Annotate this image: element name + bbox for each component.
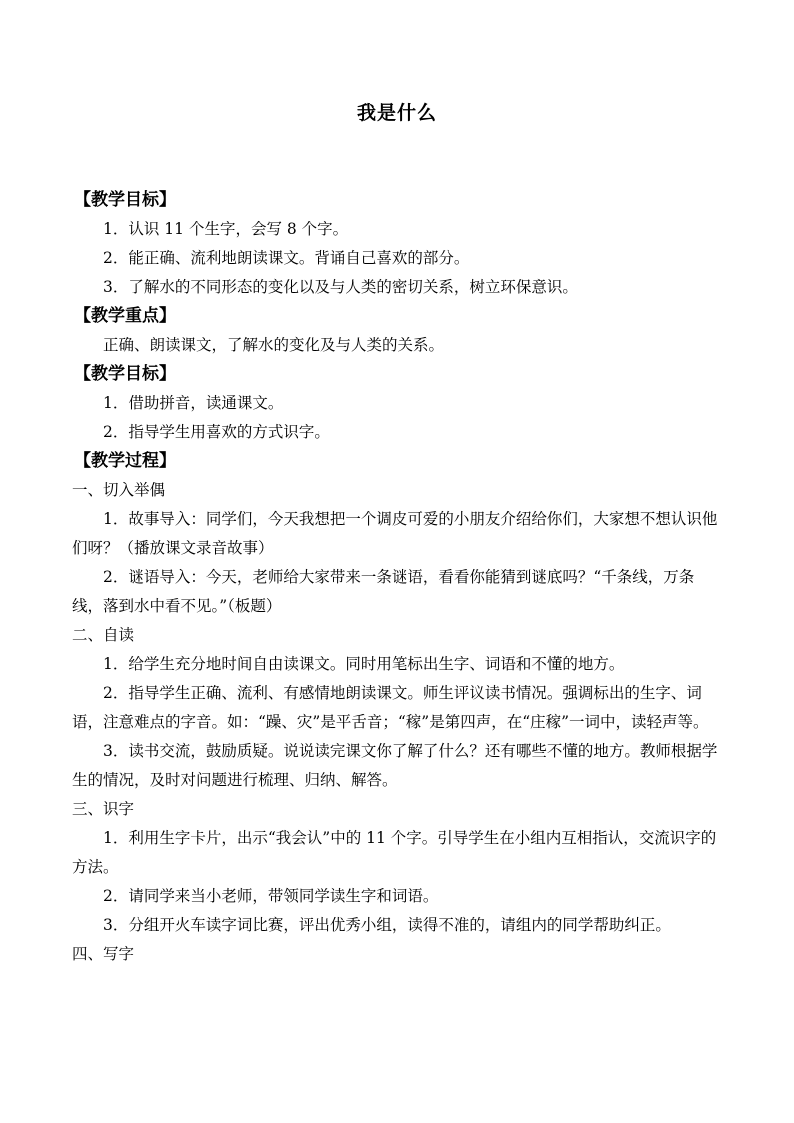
paragraph: 1．认识 11 个生字，会写 8 个字。 bbox=[103, 220, 349, 238]
paragraph: 2．能正确、流利地朗读课文。背诵自己喜欢的部分。 bbox=[103, 249, 470, 267]
heading-teaching-goals-2: 【教学目标】 bbox=[74, 364, 176, 384]
paragraph: 1．借助拼音，读通课文。 bbox=[103, 394, 284, 412]
document-body bbox=[72, 186, 724, 969]
paragraph: 正确、朗读课文，了解水的变化及与人类的关系。 bbox=[103, 336, 445, 354]
paragraph: 3．读书交流，鼓励质疑。说说读完课文你了解了什么？还有哪些不懂的地方。教师根据学生的情况，及时对问题进行梳理、归纳、解答。 bbox=[72, 742, 718, 789]
section-heading: 三、识字 bbox=[72, 800, 135, 818]
paragraph: 2．谜语导入：今天，老师给大家带来一条谜语，看看你能猜到谜底吗？“千条线，万条线，落到水中看不见。”（板题） bbox=[72, 568, 695, 615]
heading-teaching-focus: 【教学重点】 bbox=[74, 306, 176, 326]
heading-teaching-goals: 【教学目标】 bbox=[74, 190, 176, 210]
heading-teaching-process: 【教学过程】 bbox=[74, 451, 176, 471]
paragraph: 2．指导学生用喜欢的方式识字。 bbox=[103, 423, 330, 441]
section-heading: 一、切入举偶 bbox=[72, 481, 166, 499]
page-title: 我是什么 bbox=[356, 102, 437, 124]
paragraph: 2．请同学来当小老师，带领同学读生字和词语。 bbox=[103, 887, 439, 905]
paragraph: 3．了解水的不同形态的变化以及与人类的密切关系，树立环保意识。 bbox=[103, 278, 578, 296]
paragraph: 2．指导学生正确、流利、有感情地朗读课文。师生评议读书情况。强调标出的生字、词语，注意难点的字音。如：“躁、灾”是平舌音；“稼”是第四声，在“庄稼”一词中，读轻声等。 bbox=[72, 684, 709, 731]
paragraph: 1．给学生充分地时间自由读课文。同时用笔标出生字、词语和不懂的地方。 bbox=[103, 655, 625, 673]
section-heading: 四、写字 bbox=[72, 945, 135, 963]
section-heading: 二、自读 bbox=[72, 626, 135, 644]
paragraph: 3．分组开火车读字词比赛，评出优秀小组，读得不准的，请组内的同学帮助纠正。 bbox=[103, 916, 671, 934]
paragraph: 1．利用生字卡片，出示“我会认”中的 11 个字。引导学生在小组内互相指认，交流识字的方法。 bbox=[72, 829, 717, 876]
paragraph: 1．故事导入：同学们，今天我想把一个调皮可爱的小朋友介绍给你们，大家想不想认识他们呀？（播放课文录音故事） bbox=[72, 510, 718, 557]
